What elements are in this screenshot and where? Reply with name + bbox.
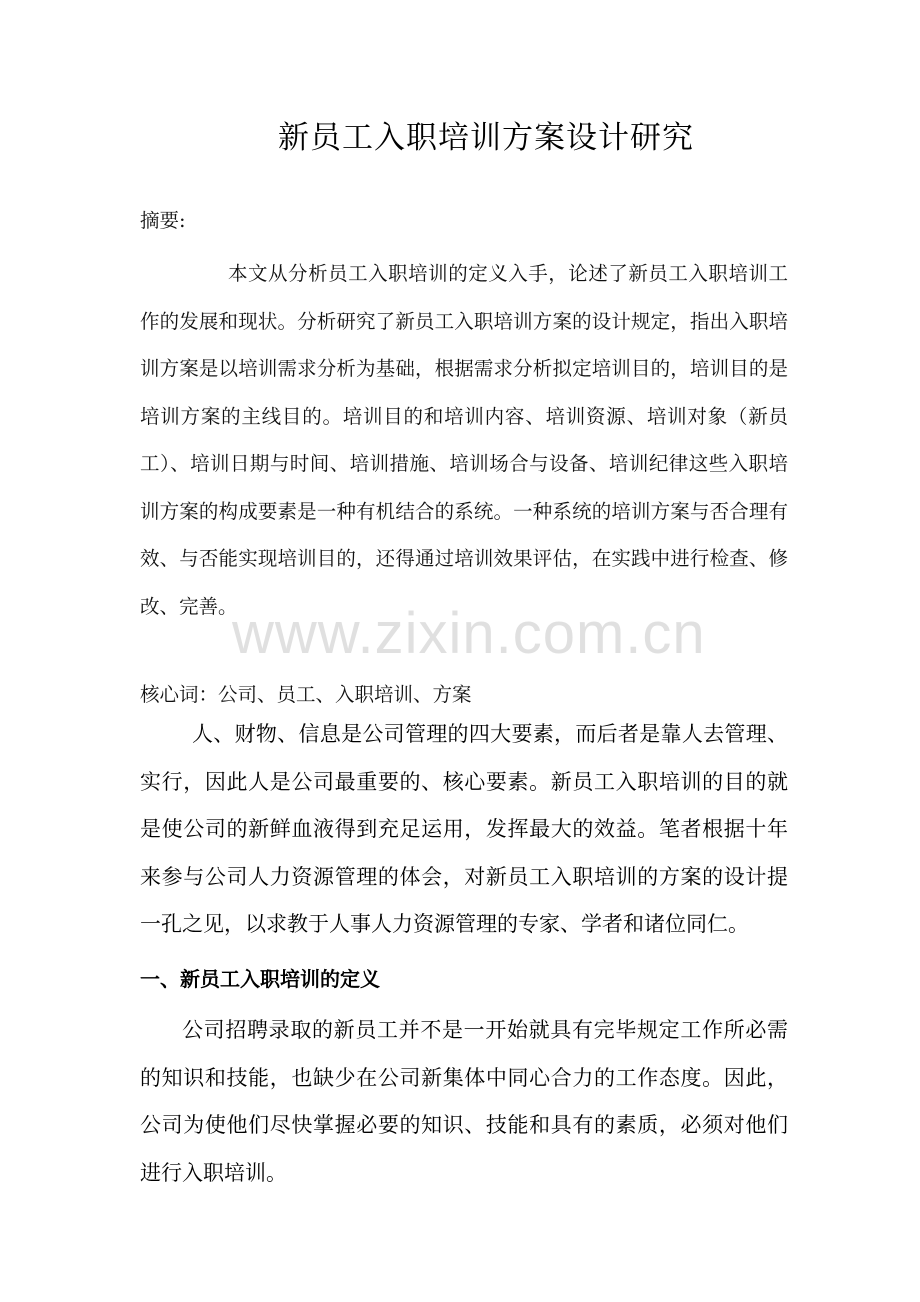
- intro-paragraph: 人、财物、信息是公司管理的四大要素，而后者是靠人去管理、实行，因此人是公司最重要的、核心要素。新员工入职培训的目的就是使公司的新鲜血液得到充足运用，发挥最大的效益。笔者根据十年来参与公司人力资源管理的体会，对新员工入职培训的方案的设计提一孔之见，以求教于人事人力资源管理的专家、学者和诸位同仁。: [140, 722, 788, 936]
- abstract-paragraph: 本文从分析员工入职培训的定义入手，论述了新员工入职培训工作的发展和现状。分析研究了新员工入职培训方案的设计规定，指出入职培训方案是以培训需求分析为基础，根据需求分析拟定培训目的，培训目的是培训方案的主线目的。培训目的和培训内容、培训资源、培训对象（新员工）、培训日期与时间、培训措施、培训场合与设备、培训纪律这些入职培训方案的构成要素是一种有机结合的系统。一种系统的培训方案与否合理有效、与否能实现培训目的，还得通过培训效果评估，在实践中进行检查、修改、完善。: [140, 262, 788, 618]
- watermark-text: www.zixin.com.cn: [232, 601, 706, 666]
- keywords-line: 核心词：公司、员工、入职培训、方案: [140, 683, 472, 706]
- document-title: 新员工入职培训方案设计研究: [278, 120, 694, 156]
- abstract-label: 摘要:: [140, 209, 186, 232]
- section-paragraph: 公司招聘录取的新员工并不是一开始就具有完毕规定工作所必需的知识和技能，也缺少在公司新集体中同心合力的工作态度。因此，公司为使他们尽快掌握必要的知识、技能和具有的素质，必须对他们进行入职培训。: [140, 1018, 788, 1185]
- section-heading: 一、新员工入职培训的定义: [140, 967, 380, 991]
